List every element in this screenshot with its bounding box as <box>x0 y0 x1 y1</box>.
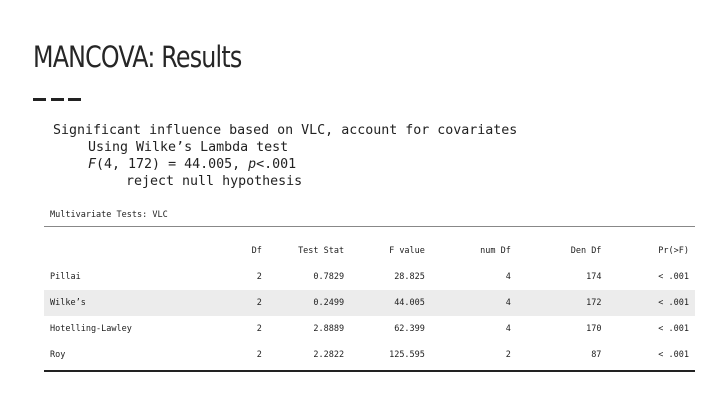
table-top-rule <box>44 226 695 227</box>
title-underline-dashes <box>33 98 81 101</box>
row-label: Pillai <box>50 272 81 282</box>
p-cell: < .001 <box>607 290 695 316</box>
table-bottom-rule <box>44 370 695 372</box>
df-cell: 2 <box>256 324 262 334</box>
table-row <box>44 316 695 342</box>
num-df-cell: 4 <box>505 272 511 282</box>
f-stat-text: (4, 172) = 44.005, <box>96 157 249 172</box>
den-df-cell: 87 <box>591 350 602 360</box>
bullet-line-2: Using Wilke’s Lambda test <box>88 140 289 155</box>
table-row <box>44 342 695 368</box>
p-cell: < .001 <box>658 350 689 360</box>
table-row <box>44 264 695 290</box>
header-cell <box>44 238 183 264</box>
bullet-line-4: reject null hypothesis <box>126 174 303 189</box>
table-title: Multivariate Tests: VLC <box>50 210 168 220</box>
test-stat-cell: 0.7829 <box>313 272 345 282</box>
f-value-cell: 28.825 <box>394 272 425 282</box>
bullet-line-1: Significant influence based on VLC, account for covariates <box>53 123 518 138</box>
num-df-cell: 4 <box>431 290 517 316</box>
p-symbol: p <box>248 157 257 172</box>
header-cell: F value <box>389 246 425 256</box>
p-value-text: <.001 <box>256 157 297 172</box>
header-cell: Test Stat <box>298 246 345 256</box>
den-df-cell: 174 <box>586 272 602 282</box>
f-value-cell: 62.399 <box>394 324 425 334</box>
header-cell: Pr(>F) <box>658 246 689 256</box>
df-cell: 2 <box>256 350 262 360</box>
den-df-cell: 170 <box>586 324 602 334</box>
f-value-cell: 44.005 <box>350 290 431 316</box>
num-df-cell: 4 <box>505 324 511 334</box>
slide-title: MANCOVA: Results <box>33 40 242 74</box>
results-bullets <box>53 122 517 190</box>
bullet-line-3 <box>53 156 517 173</box>
p-cell: < .001 <box>658 324 689 334</box>
row-label: Wilke’s <box>44 290 183 316</box>
table-row <box>44 290 695 316</box>
test-stat-cell: 2.2822 <box>313 350 345 360</box>
f-symbol: F <box>88 157 97 172</box>
multivariate-tests-table <box>44 238 695 368</box>
header-cell: num Df <box>480 246 511 256</box>
df-cell: 2 <box>256 272 262 282</box>
p-cell: < .001 <box>658 272 689 282</box>
header-cell: Den Df <box>570 246 602 256</box>
den-df-cell: 172 <box>517 290 608 316</box>
num-df-cell: 2 <box>505 350 511 360</box>
f-value-cell: 125.595 <box>389 350 425 360</box>
row-label: Roy <box>50 350 66 360</box>
df-cell: 2 <box>183 290 268 316</box>
test-stat-cell: 2.8889 <box>313 324 345 334</box>
row-label: Hotelling-Lawley <box>50 324 132 334</box>
table-header-row <box>44 238 695 264</box>
test-stat-cell: 0.2499 <box>268 290 350 316</box>
header-cell: Df <box>251 246 262 256</box>
